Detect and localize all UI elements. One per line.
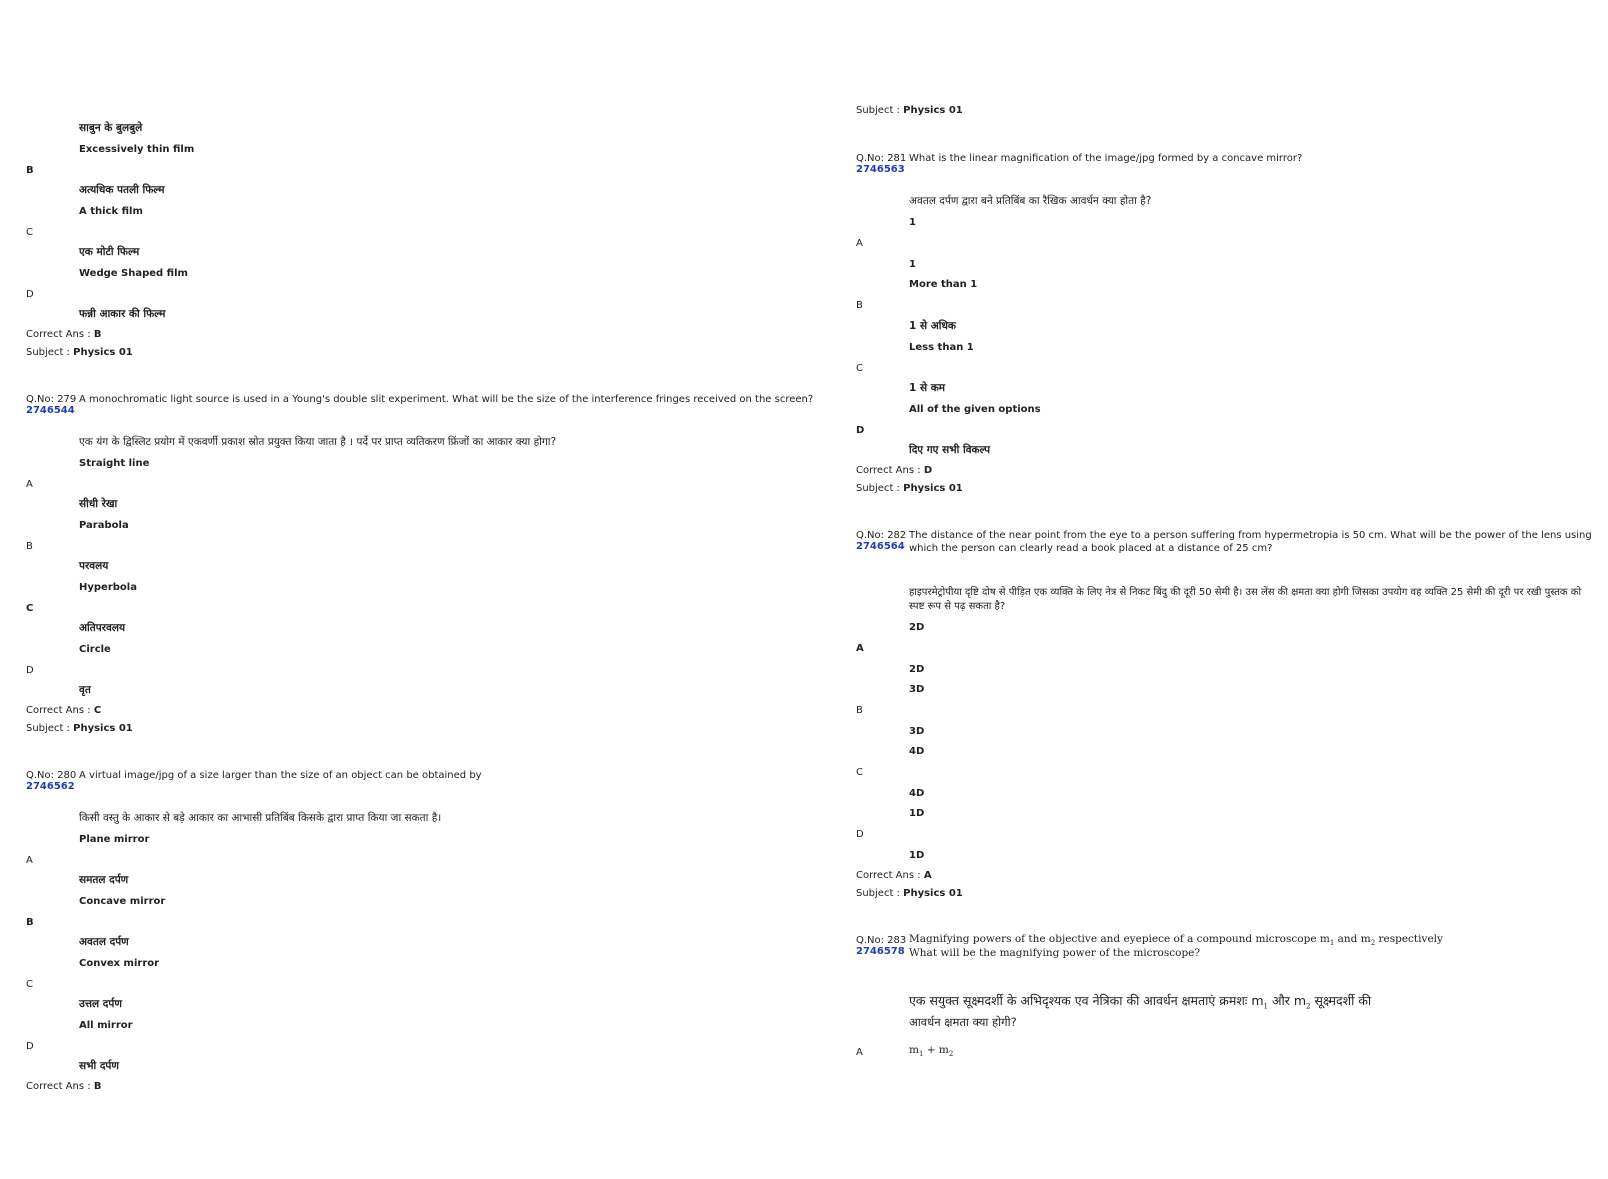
option-c-hindi: अतिपरवलय <box>79 622 126 634</box>
q283-text-part: Magnifying powers of the objective and eyepiece of a compound microscope m <box>909 933 1330 945</box>
question-number: Q.No: 281 <box>856 153 907 164</box>
question-id: 2746564 <box>856 541 905 552</box>
subject-label: Subject : <box>856 483 900 494</box>
subject-label: Subject : <box>26 723 70 734</box>
question-text-english: The distance of the near point from the eye to a person suffering from hypermetropia is 50 cm. What will be the power of the lens using which the person can clearly read a book placed at a distance of 25 cm? <box>909 530 1592 554</box>
option-c-hindi: उत्तल दर्पण <box>79 998 122 1010</box>
option-a-hindi: 2D <box>909 664 925 675</box>
option-d-hindi: सभी दर्पण <box>79 1060 119 1072</box>
subscript: 1 <box>1329 939 1335 948</box>
option-c-english: 4D <box>909 746 925 757</box>
subject-value: Physics 01 <box>903 483 963 494</box>
subject-value: Physics 01 <box>73 347 133 358</box>
option-c-english: Hyperbola <box>79 582 137 593</box>
correct-answer-label: Correct Ans : <box>856 870 921 881</box>
q283-hindi-part: एक सयुक्त सूक्ष्मदर्शी के अभिदृश्यक एव नेत्रिका की आवर्धन क्षमताएं क्रमशः m <box>909 993 1264 1008</box>
option-label-d: D <box>26 289 34 300</box>
option-c-hindi: 4D <box>909 788 925 799</box>
correct-answer-label: Correct Ans : <box>856 465 921 476</box>
correct-answer <box>856 869 932 882</box>
option-d-english: Circle <box>79 644 111 655</box>
option-label-b: B <box>26 165 34 176</box>
option-label-c: C <box>856 767 863 778</box>
option-b-hindi: 3D <box>909 726 925 737</box>
question-id: 2746562 <box>26 781 75 792</box>
correct-answer <box>26 1080 101 1093</box>
option-b-hindi: परवलय <box>79 560 109 572</box>
option-c-english: Convex mirror <box>79 958 160 969</box>
option-a-english <box>909 1044 953 1061</box>
q283-option-part: m <box>909 1044 919 1056</box>
subject-value: Physics 01 <box>903 105 963 116</box>
option-b-hindi: अवतल दर्पण <box>79 936 129 948</box>
question-text-english: A monochromatic light source is used in a Young's double slit experiment. What will be the size of the interference fringes received on the screen? <box>79 394 814 405</box>
subject-line <box>856 482 963 495</box>
question-number: Q.No: 283 <box>856 935 907 946</box>
correct-answer-label: Correct Ans : <box>26 705 91 716</box>
option-c-hindi: एक मोटी फिल्म <box>79 246 140 258</box>
q283-hindi-part: सूक्ष्मदर्शी की <box>1310 993 1372 1008</box>
option-a-english: 2D <box>909 622 925 633</box>
option-a-hindi: समतल दर्पण <box>79 874 129 886</box>
option-label-c: C <box>856 363 863 374</box>
q283-text-part: and m <box>1334 933 1371 945</box>
correct-answer <box>856 464 932 477</box>
option-label-a: A <box>856 238 863 249</box>
question-text-english: What is the linear magnification of the image/jpg formed by a concave mirror? <box>909 153 1303 164</box>
correct-answer <box>26 704 101 717</box>
option-c-english: A thick film <box>79 206 143 217</box>
option-label-c: C <box>26 227 33 238</box>
q283-text-part: respectively <box>1375 933 1443 945</box>
correct-answer-value: D <box>923 465 933 476</box>
option-d-hindi: 1D <box>909 850 925 861</box>
question-text-hindi-line1 <box>909 992 1371 1016</box>
subscript: 1 <box>1263 1002 1269 1011</box>
question-text-hindi: हाइपरमेट्रोपीया दृष्टि दोष से पीड़ित एक व्यक्ति के लिए नेत्र से निकट बिंदु की दूरी 50 सेमी है। उस लेंस की क्षमता क्या होगी जिसका उपयोग वह व्यक्ति 25 सेमी की दूरी पर रखी पुस्तक को स्पष्ट रूप से पढ़ सकता है? <box>909 587 1582 612</box>
correct-answer-value: B <box>93 1081 102 1092</box>
option-a-english: 1 <box>909 217 916 228</box>
subject-value: Physics 01 <box>903 888 963 899</box>
subscript: 2 <box>1306 1002 1311 1011</box>
question-text-english: A virtual image/jpg of a size larger than the size of an object can be obtained by <box>79 770 482 781</box>
option-d-hindi: फन्नी आकार की फिल्म <box>79 308 166 320</box>
correct-answer <box>26 328 101 341</box>
q283-option-part: + m <box>923 1044 949 1056</box>
option-b-english: Concave mirror <box>79 896 166 907</box>
option-label-b: B <box>856 300 863 311</box>
question-text-hindi-line2: आवर्धन क्षमता क्या होगी? <box>909 1015 1017 1029</box>
option-a-hindi: साबुन के बुलबुले <box>79 122 143 134</box>
option-d-hindi: वृत <box>79 684 91 696</box>
subject-label: Subject : <box>856 888 900 899</box>
question-text-hindi: किसी वस्तु के आकार से बड़े आकार का आभासी प्रतिबिंब किसके द्वारा प्राप्त किया जा सकता है। <box>79 812 442 824</box>
correct-answer-label: Correct Ans : <box>26 329 91 340</box>
question-text-hindi: एक यंग के द्विस्लिट प्रयोग में एकवर्णी प्रकाश स्रोत प्रयुक्त किया जाता है । पर्दे पर प्राप्त व्यतिकरण फ्रिंजों का आकार क्या होगा? <box>79 436 557 448</box>
q283-hindi-part: और m <box>1268 993 1307 1008</box>
subject-line <box>26 722 133 735</box>
question-number: Q.No: 279 <box>26 394 77 405</box>
option-d-english: 1D <box>909 808 925 819</box>
option-label-b: B <box>26 917 34 928</box>
option-b-english: Excessively thin film <box>79 144 195 155</box>
option-label-d: D <box>26 1041 34 1052</box>
question-number: Q.No: 282 <box>856 530 907 541</box>
option-a-english: Plane mirror <box>79 834 150 845</box>
option-label-c: C <box>26 603 34 614</box>
subject-label: Subject : <box>856 105 900 116</box>
subject-value: Physics 01 <box>73 723 133 734</box>
option-label-b: B <box>26 541 33 552</box>
option-label-b: B <box>856 705 863 716</box>
option-label-d: D <box>856 829 864 840</box>
option-a-english: Straight line <box>79 458 150 469</box>
option-c-hindi: 1 से कम <box>909 382 946 394</box>
question-id: 2746578 <box>856 946 905 957</box>
option-d-english: Wedge Shaped film <box>79 268 188 279</box>
correct-answer-value: B <box>93 329 102 340</box>
subject-line <box>856 887 963 900</box>
option-label-a: A <box>856 643 864 654</box>
correct-answer-label: Correct Ans : <box>26 1081 91 1092</box>
correct-answer-value: C <box>93 705 102 716</box>
correct-answer-value: A <box>923 870 932 881</box>
option-label-a: A <box>26 479 33 490</box>
option-label-a: A <box>856 1047 863 1058</box>
question-text-english-line2: What will be the magnifying power of the microscope? <box>909 947 1201 959</box>
subscript: 2 <box>948 1050 954 1059</box>
option-d-hindi: दिए गए सभी विकल्प <box>909 444 991 456</box>
subject-line <box>856 104 963 117</box>
subscript: 2 <box>1370 939 1376 948</box>
option-c-english: Less than 1 <box>909 342 974 353</box>
option-d-english: All mirror <box>79 1020 133 1031</box>
question-id: 2746563 <box>856 164 905 175</box>
option-a-hindi: सीधी रेखा <box>79 498 118 510</box>
option-label-c: C <box>26 979 33 990</box>
option-d-english: All of the given options <box>909 404 1041 415</box>
option-label-a: A <box>26 855 33 866</box>
question-number: Q.No: 280 <box>26 770 77 781</box>
question-id: 2746544 <box>26 405 75 416</box>
subject-line <box>26 346 133 359</box>
option-b-hindi: अत्यधिक पतली फिल्म <box>79 184 165 196</box>
option-b-english: 3D <box>909 684 925 695</box>
option-label-d: D <box>856 425 865 436</box>
subject-label: Subject : <box>26 347 70 358</box>
option-b-hindi: 1 से अधिक <box>909 320 956 332</box>
option-label-d: D <box>26 665 34 676</box>
option-a-hindi: 1 <box>909 259 916 270</box>
option-b-english: More than 1 <box>909 279 978 290</box>
subscript: 1 <box>918 1050 924 1059</box>
question-text-hindi: अवतल दर्पण द्वारा बने प्रतिबिंब का रैखिक आवर्धन क्या होता है? <box>909 195 1152 207</box>
option-b-english: Parabola <box>79 520 129 531</box>
